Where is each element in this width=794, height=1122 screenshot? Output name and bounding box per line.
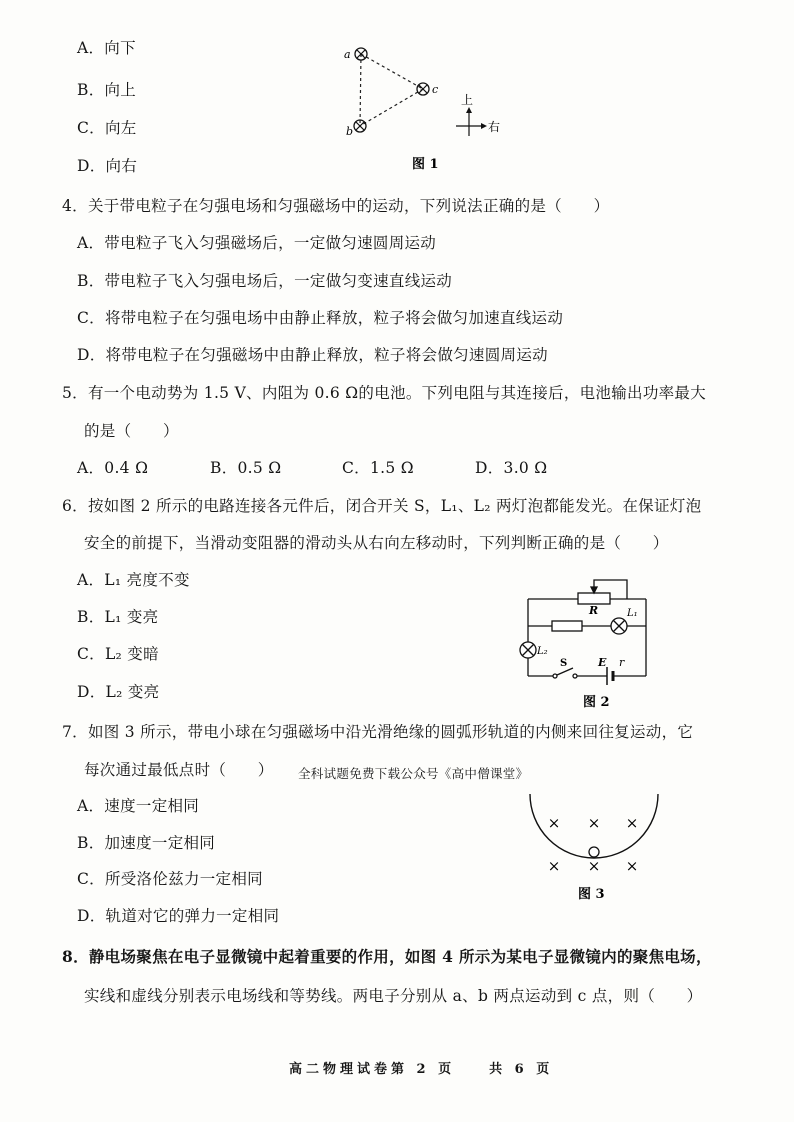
label-r: R (589, 604, 599, 617)
figure-2-circuit (505, 568, 665, 718)
label-c: c (432, 83, 439, 96)
figure-1 (330, 38, 530, 178)
field-mark: × (625, 857, 639, 875)
battery-icon (607, 667, 613, 685)
q8-stem-line2: 实线和虚线分别表示电场线和等势线。两电子分别从 a、b 两点运动到 c 点，则（ ） (84, 987, 703, 1005)
q3-option-b: B．向上 (77, 81, 137, 99)
q7-option-b: B．加速度一定相同 (77, 834, 216, 852)
page-footer: 高二物理试卷第 2 页 共 6 页 (289, 1062, 554, 1077)
q4-option-a: A．带电粒子飞入匀强磁场后，一定做匀速圆周运动 (77, 234, 437, 252)
figure-2-caption: 图 2 (583, 695, 610, 710)
field-mark: × (587, 857, 601, 875)
q4-stem: 4．关于带电粒子在匀强电场和匀强磁场中的运动，下列说法正确的是（ ） (62, 197, 610, 215)
q5-option-d: D．3.0 Ω (475, 459, 548, 477)
q4-option-b: B．带电粒子飞入匀强电场后，一定做匀变速直线运动 (77, 272, 453, 290)
field-mark: × (587, 814, 601, 832)
q4-option-c: C．将带电粒子在匀强电场中由静止释放，粒子将会做匀加速直线运动 (77, 309, 564, 327)
switch-icon (553, 668, 577, 678)
q7-stem-line2: 每次通过最低点时（ ） (84, 761, 274, 779)
q5-stem-line2: 的是（ ） (84, 422, 179, 440)
q5-option-b: B．0.5 Ω (210, 459, 282, 477)
q5-option-c: C．1.5 Ω (342, 459, 414, 477)
q7-download-note: 全科试题免费下载公众号《高中僧课堂》 (298, 766, 529, 781)
label-r-internal: r (619, 656, 625, 669)
q5-stem-line1: 5．有一个电动势为 1.5 V、内阻为 0.6 Ω的电池。下列电阻与其连接后，电池输出功率最大 (62, 384, 707, 402)
q6-option-b: B．L₁ 变亮 (77, 608, 159, 626)
figure-3-caption: 图 3 (578, 887, 605, 902)
q8-stem-line1: 8．静电场聚焦在电子显微镜中起着重要的作用，如图 4 所示为某电子显微镜内的聚焦电场， (62, 947, 712, 966)
field-mark: × (547, 857, 561, 875)
label-a: a (344, 48, 351, 61)
rheostat-icon (578, 593, 610, 604)
direction-axes-icon (456, 107, 487, 136)
q4-option-d: D．将带电粒子在匀强磁场中由静止释放，粒子将会做匀速圆周运动 (77, 346, 548, 364)
q7-stem-line1: 7．如图 3 所示，带电小球在匀强磁场中沿光滑绝缘的圆弧形轨道的内侧来回往复运动，它 (62, 723, 694, 741)
q6-stem-line1: 6．按如图 2 所示的电路连接各元件后，闭合开关 S，L₁、L₂ 两灯泡都能发光。在保证灯泡 (62, 497, 702, 515)
q3-option-d: D．向右 (77, 157, 138, 175)
q7-option-c: C．所受洛伦兹力一定相同 (77, 870, 263, 888)
label-b: b (346, 125, 354, 138)
q6-stem-line2: 安全的前提下，当滑动变阻器的滑动头从右向左移动时，下列判断正确的是（ ） (84, 534, 669, 552)
lamp-l2-icon (520, 642, 536, 658)
label-e: E (598, 656, 607, 669)
dir-right-label: 右 (488, 120, 501, 134)
figure-3 (520, 790, 670, 910)
q7-option-a: A．速度一定相同 (77, 797, 200, 815)
label-l1: L₁ (627, 608, 638, 619)
wire-c-icon (417, 83, 429, 95)
q6-option-d: D．L₂ 变亮 (77, 683, 160, 701)
q5-option-a: A．0.4 Ω (77, 459, 149, 477)
q3-option-a: A．向下 (77, 39, 136, 57)
lamp-l1-icon (611, 618, 627, 634)
q7-option-d: D．轨道对它的弹力一定相同 (77, 907, 280, 925)
label-l2: L₂ (537, 646, 548, 657)
field-mark: × (547, 814, 561, 832)
dir-up-label: 上 (461, 93, 474, 107)
q3-option-c: C．向左 (77, 119, 137, 137)
charged-ball-icon (589, 847, 599, 857)
field-mark: × (625, 814, 639, 832)
figure-1-caption: 图 1 (412, 157, 439, 172)
label-s: S (560, 658, 568, 669)
q6-option-a: A．L₁ 亮度不变 (77, 571, 190, 589)
wire-a-icon (355, 48, 367, 60)
resistor-icon (552, 621, 582, 631)
q6-option-c: C．L₂ 变暗 (77, 645, 159, 663)
